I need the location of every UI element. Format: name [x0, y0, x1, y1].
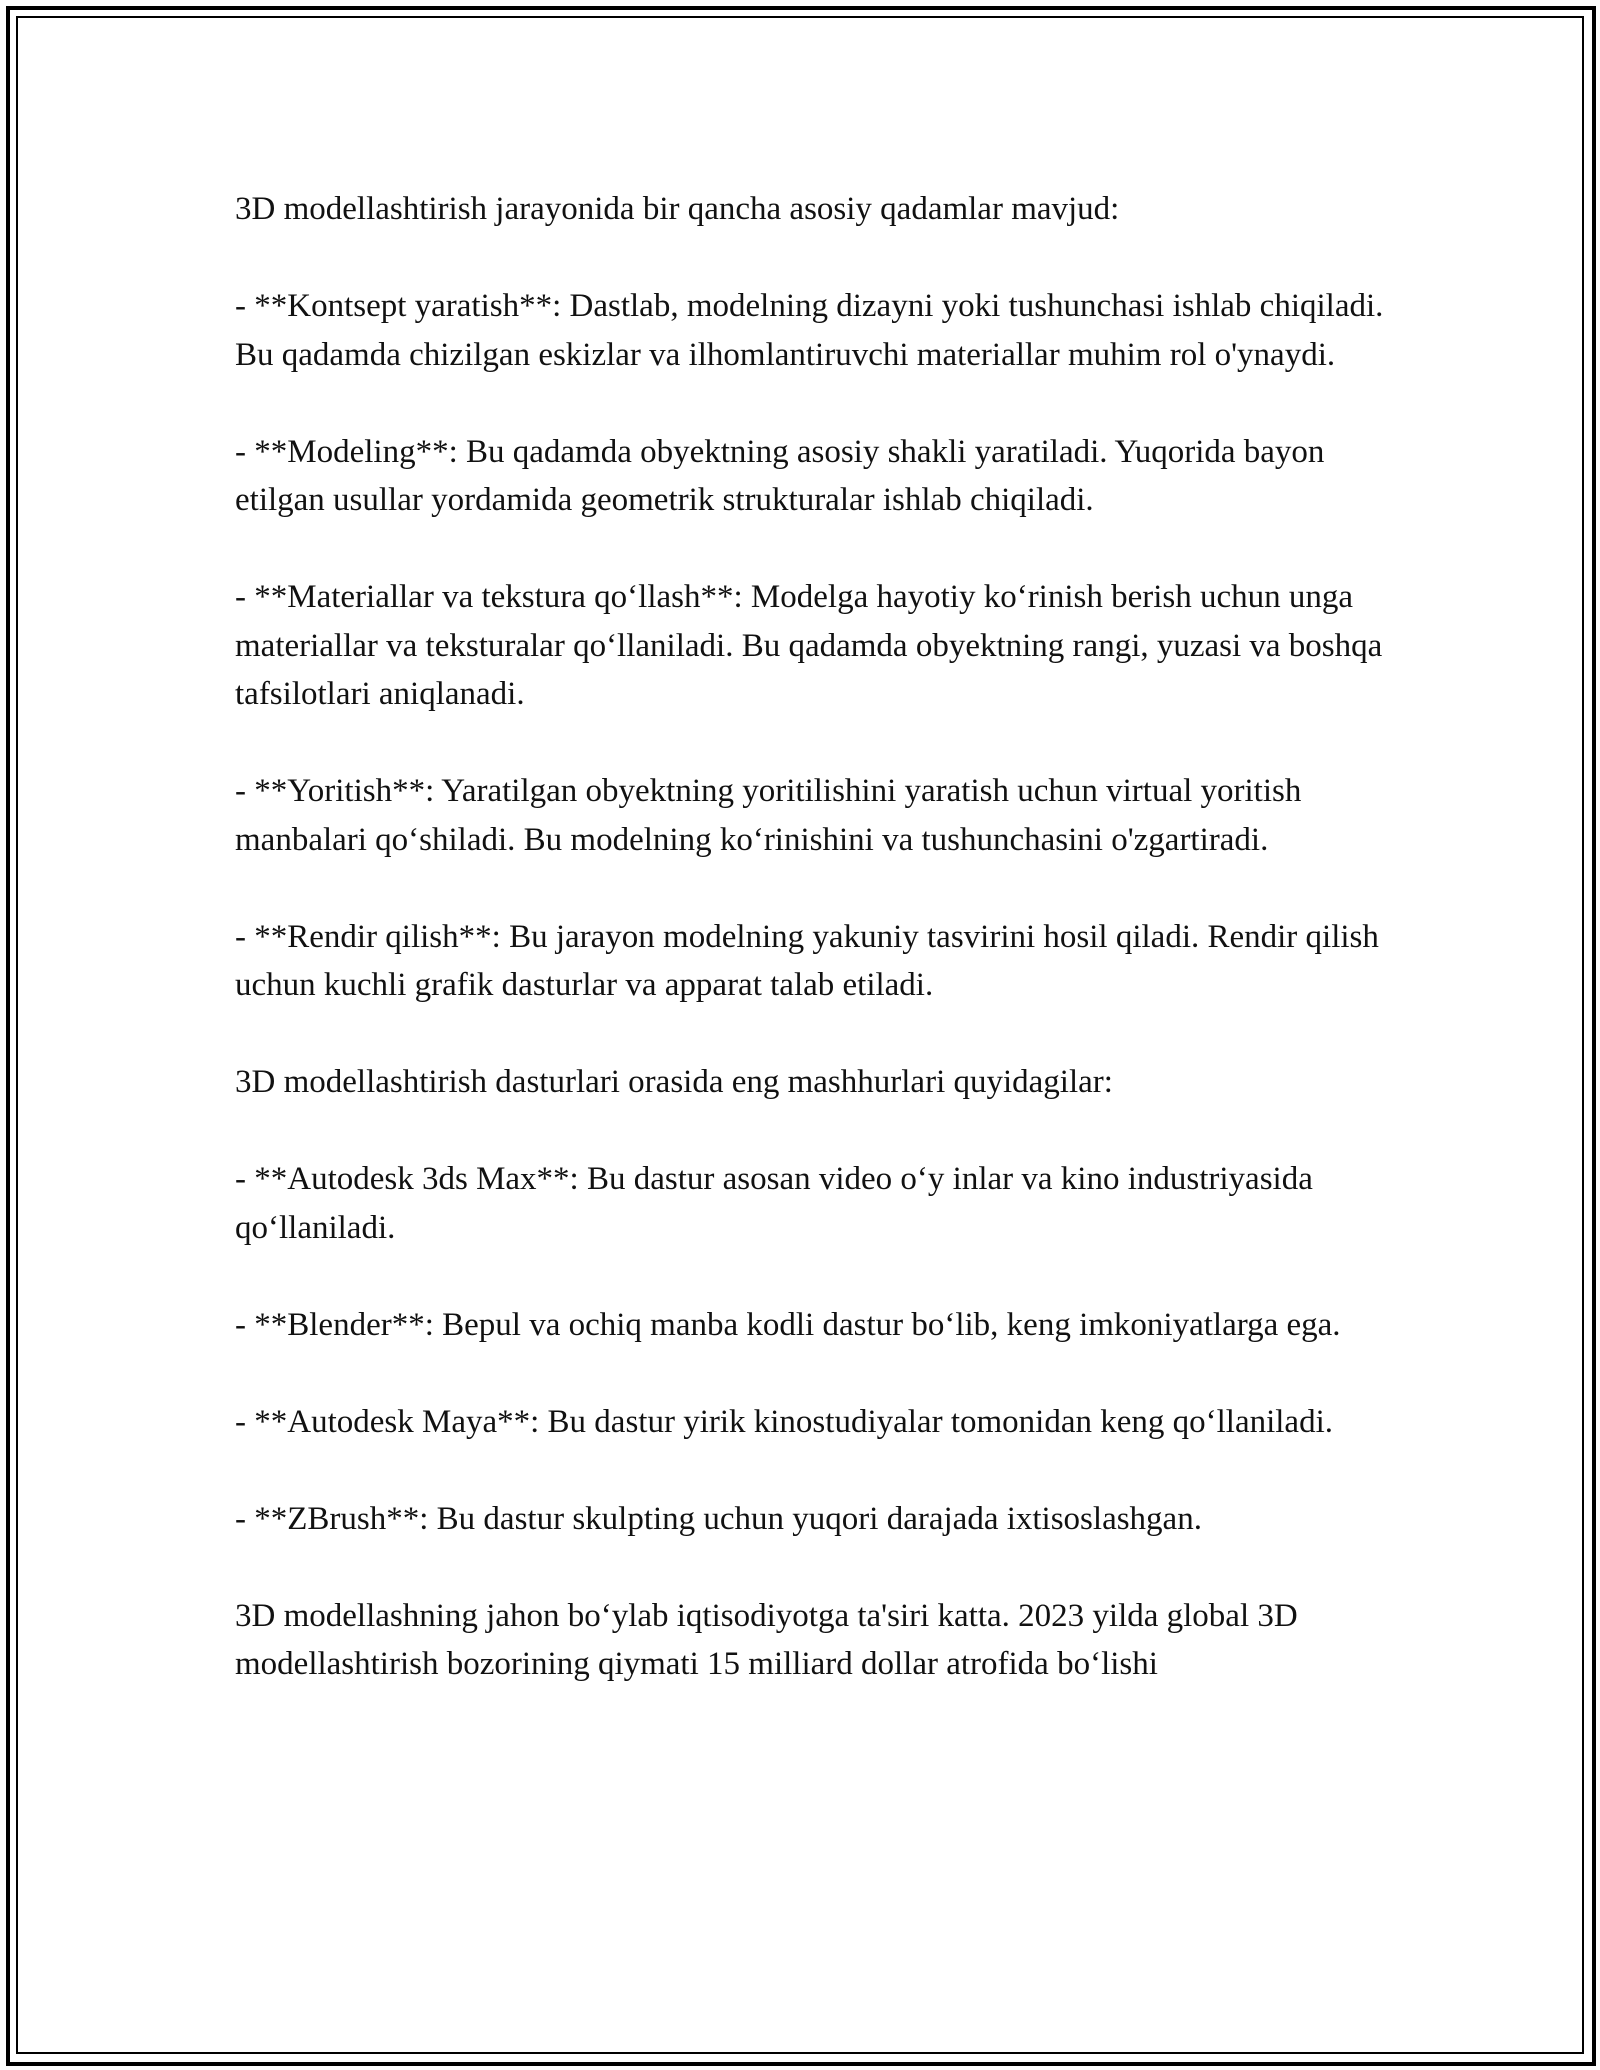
document-body — [235, 185, 1395, 1689]
list-item-zbrush: - **ZBrush**: Bu dastur skulpting uchun yuqori darajada ixtisoslashgan. — [235, 1500, 1202, 1537]
intro-paragraph: 3D modellashtirish jarayonida bir qancha asosiy qadamlar mavjud: — [235, 191, 1120, 227]
economy-paragraph: 3D modellashning jahon bo‘ylab iqtisodiyotga ta'siri katta. 2023 yilda global 3D modellashtirish bozorining qiymati 15 milliard dollar atrofida bo‘lishi — [235, 1597, 1298, 1682]
list-item-3ds-max: - **Autodesk 3ds Max**: Bu dastur asosan video o‘y inlar va kino industriyasida qo‘llaniladi. — [235, 1161, 1313, 1246]
list-item-maya: - **Autodesk Maya**: Bu dastur yirik kinostudiyalar tomonidan keng qo‘llaniladi. — [235, 1403, 1333, 1440]
list-item-rendir: - **Rendir qilish**: Bu jarayon modelning yakuniy tasvirini hosil qiladi. Rendir qilish uchun kuchli grafik dasturlar va apparat talab etiladi. — [235, 918, 1379, 1003]
list-item-blender: - **Blender**: Bepul va ochiq manba kodli dastur bo‘lib, keng imkoniyatlarga ega. — [235, 1306, 1341, 1343]
list-item-materiallar: - **Materiallar va tekstura qo‘llash**: Modelga hayotiy ko‘rinish berish uchun unga materiallar va teksturalar qo‘llaniladi. Bu qadamda obyektning rangi, yuzasi va boshqa tafsilotlari aniqlanadi. — [235, 579, 1383, 712]
software-intro-paragraph: 3D modellashtirish dasturlari orasida eng mashhurlari quyidagilar: — [235, 1064, 1113, 1100]
list-item-kontsept: - **Kontsept yaratish**: Dastlab, modelning dizayni yoki tushunchasi ishlab chiqiladi. Bu qadamda chizilgan eskizlar va ilhomlantiruvchi materiallar muhim rol o'ynaydi. — [235, 288, 1384, 373]
list-item-modeling: - **Modeling**: Bu qadamda obyektning asosiy shakli yaratiladi. Yuqorida bayon etilgan usullar yordamida geometrik strukturalar ishlab chiqiladi. — [235, 433, 1325, 518]
list-item-yoritish: - **Yoritish**: Yaratilgan obyektning yoritilishini yaratish uchun virtual yoritish manbalari qo‘shiladi. Bu modelning ko‘rinishini va tushunchasini o'zgartiradi. — [235, 773, 1302, 858]
